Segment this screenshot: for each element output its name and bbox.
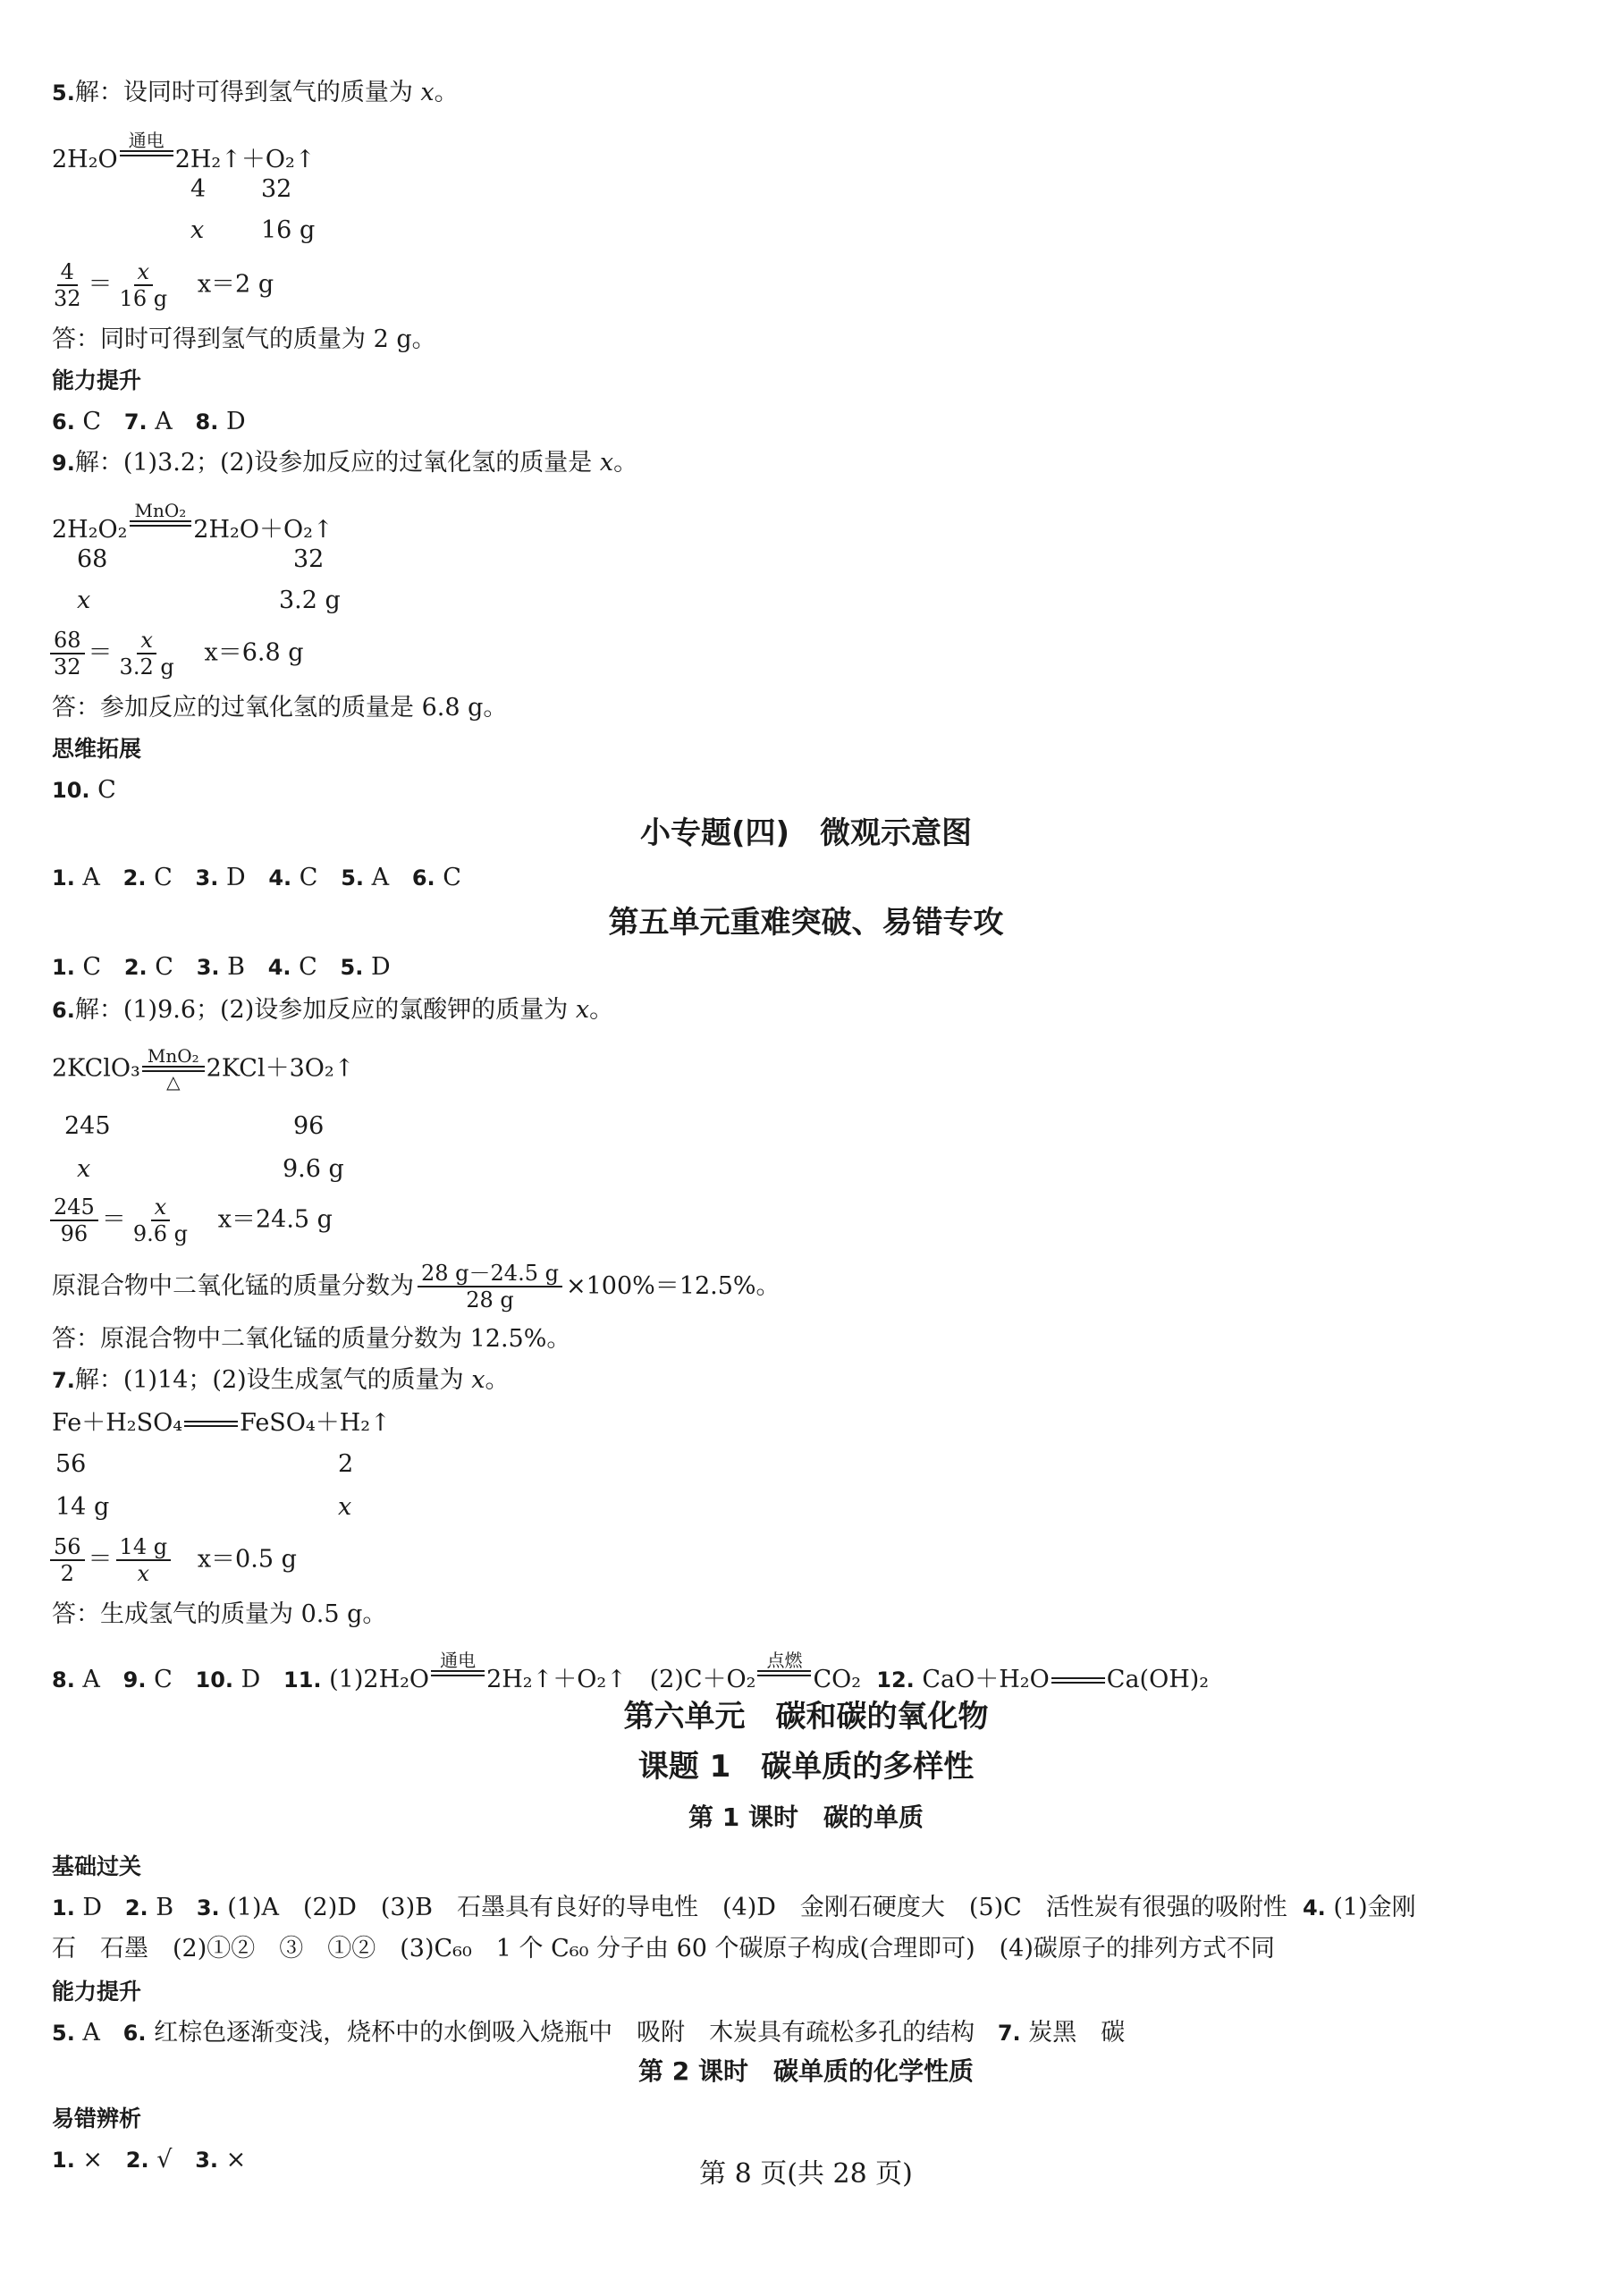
q5-answer: 答：同时可得到氢气的质量为 2 g。 (52, 325, 436, 353)
q5-mass-b1: 32 (261, 175, 292, 203)
title-period-2: 第 2 课时 碳单质的化学性质 (638, 2056, 974, 2086)
q5-intro: 5.解：设同时可得到氢气的质量为 x。 (52, 79, 459, 106)
q9-answer: 答：参加反应的过氧化氢的质量是 6.8 g。 (52, 694, 508, 722)
section-ability-2: 能力提升 (52, 1979, 142, 2005)
q6-mass-a2: x (77, 1155, 91, 1183)
basic-answers-line-2: 石 石墨 (2)①② ③ ①② (3)C₆₀ 1 个 C₆₀ 分子由 60 个碳原子构成(合理即可) (4)碳原子的排列方式不同 (52, 1935, 1275, 1963)
section-basic: 基础过关 (52, 1853, 142, 1879)
q9-mass-a2: x (77, 587, 91, 614)
title-unit-6: 第六单元 碳和碳的氧化物 (623, 1699, 989, 1735)
q7-mass-b2: x (338, 1493, 352, 1521)
q6-proportion: $\frac{245}{96}$ ＝ $\frac{x}{9.6 g}$ x＝24.5 g (46, 1194, 333, 1252)
q9-mass-b2: 3.2 g (279, 587, 341, 614)
mistake-answers: 1. × 2. √ 3. × (52, 2146, 247, 2174)
answer-10: 10. C (52, 776, 116, 804)
q7-intro: 7.解：(1)14；(2)设生成氢气的质量为 x。 (52, 1366, 510, 1394)
q5-mass-b2: 16 g (261, 216, 316, 244)
ability-answers: 5. A 6. 红棕色逐渐变浅，烧杯中的水倒吸入烧瓶中 吸附 木炭具有疏松多孔的结构 7. 炭黑 碳 (52, 2019, 1126, 2047)
q7-mass-b1: 2 (338, 1450, 354, 1478)
section-mistake: 易错辨析 (52, 2106, 142, 2131)
title-period-1: 第 1 课时 碳的单质 (688, 1802, 924, 1832)
answers-topic-4: 1. A 2. C 3. D 4. C 5. A 6. C (52, 864, 461, 891)
q6-equation: 2KClO₃ MnO₂ △ 2KCl＋3O₂↑ (52, 1045, 355, 1093)
q9-mass-b1: 32 (293, 545, 325, 573)
page-footer: 第 8 页(共 28 页) (699, 2158, 913, 2190)
title-unit-5-review: 第五单元重难突破、易错专攻 (608, 905, 1004, 941)
q7-mass-a1: 56 (55, 1450, 87, 1478)
q6-mass-a1: 245 (64, 1112, 111, 1140)
q9-mass-a1: 68 (77, 545, 108, 573)
title-topic-4: 小专题(四) 微观示意图 (639, 815, 973, 851)
q5-mass-a2: x (190, 216, 205, 244)
q5-mass-a1: 4 (190, 175, 207, 203)
answers-unit-5: 1. C 2. C 3. B 4. C 5. D (52, 953, 391, 981)
q9-intro: 9.解：(1)3.2；(2)设参加反应的过氧化氢的质量是 x。 (52, 449, 638, 477)
q7-mass-a2: 14 g (55, 1493, 110, 1521)
q9-proportion: $\frac{68}{32}$ ＝ $\frac{x}{3.2 g}$ x＝6.8 g (46, 628, 304, 685)
title-lesson-1: 课题 1 碳单质的多样性 (637, 1749, 975, 1785)
q7-proportion: $\frac{56}{2}$ ＝ $\frac{14 g}{x}$ x＝0.5 g (46, 1534, 297, 1591)
q6-answer: 答：原混合物中二氧化锰的质量分数为 12.5%。 (52, 1325, 571, 1353)
q5-proportion: $\frac{4}{32}$ ＝ $\frac{x}{16 g}$ x＝2 g (54, 259, 274, 311)
q7-equation: Fe＋H₂SO₄ FeSO₄＋H₂↑ (52, 1409, 391, 1437)
basic-answers-line-1: 1. D 2. B 3. (1)A (2)D (3)B 石墨具有良好的导电性 (4)D 金刚石硬度大 (5)C 活性炭有很强的吸附性 4. (1)金刚 (52, 1894, 1416, 1921)
q7-answer: 答：生成氢气的质量为 0.5 g。 (52, 1600, 387, 1628)
q6-mass-b1: 96 (293, 1112, 325, 1140)
q5-equation: 2H₂O 通电 2H₂↑＋O₂↑ (52, 130, 316, 173)
q9-equation: 2H₂O₂ MnO₂ 2H₂O＋O₂↑ (52, 500, 333, 544)
answers-8-12: 8. A 9. C 10. D 11. (1)2H₂O 通电 2H₂↑＋O₂↑ (2)C＋O₂ 点燃 CO₂ 12. CaO＋H₂O Ca(OH)₂ (52, 1650, 1210, 1693)
section-think: 思维拓展 (52, 736, 142, 762)
q6-mass-b2: 9.6 g (283, 1155, 344, 1183)
q6-intro: 6.解：(1)9.6；(2)设参加反应的氯酸钾的质量为 x。 (52, 996, 614, 1024)
section-ability-1: 能力提升 (52, 367, 142, 393)
q6-mno2-fraction: 原混合物中二氧化锰的质量分数为 $\frac{28 g-24.5 g}{28 g}$ ×100%＝12.5%。 (52, 1261, 781, 1313)
answers-6-8: 6. C 7. A 8. D (52, 408, 246, 435)
